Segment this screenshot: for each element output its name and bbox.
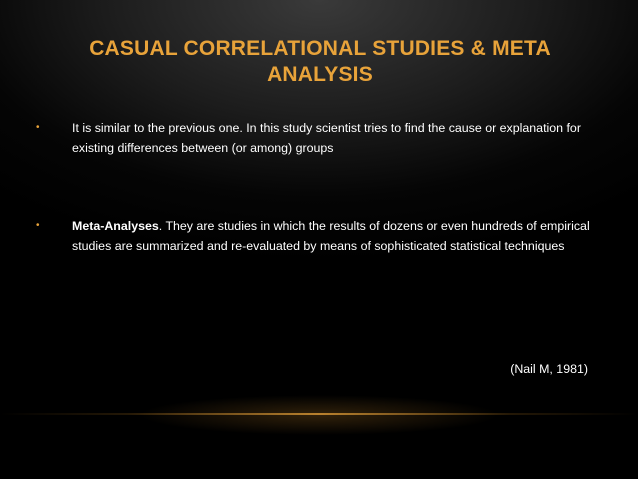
bullet-item bbox=[36, 118, 596, 158]
bullet-text bbox=[72, 216, 596, 256]
slide-title: CASUAL CORRELATIONAL STUDIES & META ANALYSIS bbox=[89, 37, 551, 86]
bullet-item bbox=[36, 216, 596, 256]
bullet-marker: • bbox=[36, 122, 40, 133]
bullet-lead: Meta-Analyses bbox=[72, 219, 159, 233]
citation: (Nail M, 1981) bbox=[510, 362, 588, 376]
bullet-text bbox=[72, 118, 596, 158]
decorative-glow bbox=[140, 395, 498, 435]
bullet-body: . They are studies in which the results of dozens or even hundreds of empirical studies are summarized and re-evaluated by means of sophisticated statistical techniques bbox=[72, 219, 590, 253]
bullet-body: It is similar to the previous one. In this study scientist tries to find the cause or explanation for existing differences between (or among) groups bbox=[72, 121, 581, 155]
bullet-marker: • bbox=[36, 220, 40, 231]
decorative-divider-line bbox=[0, 413, 638, 415]
